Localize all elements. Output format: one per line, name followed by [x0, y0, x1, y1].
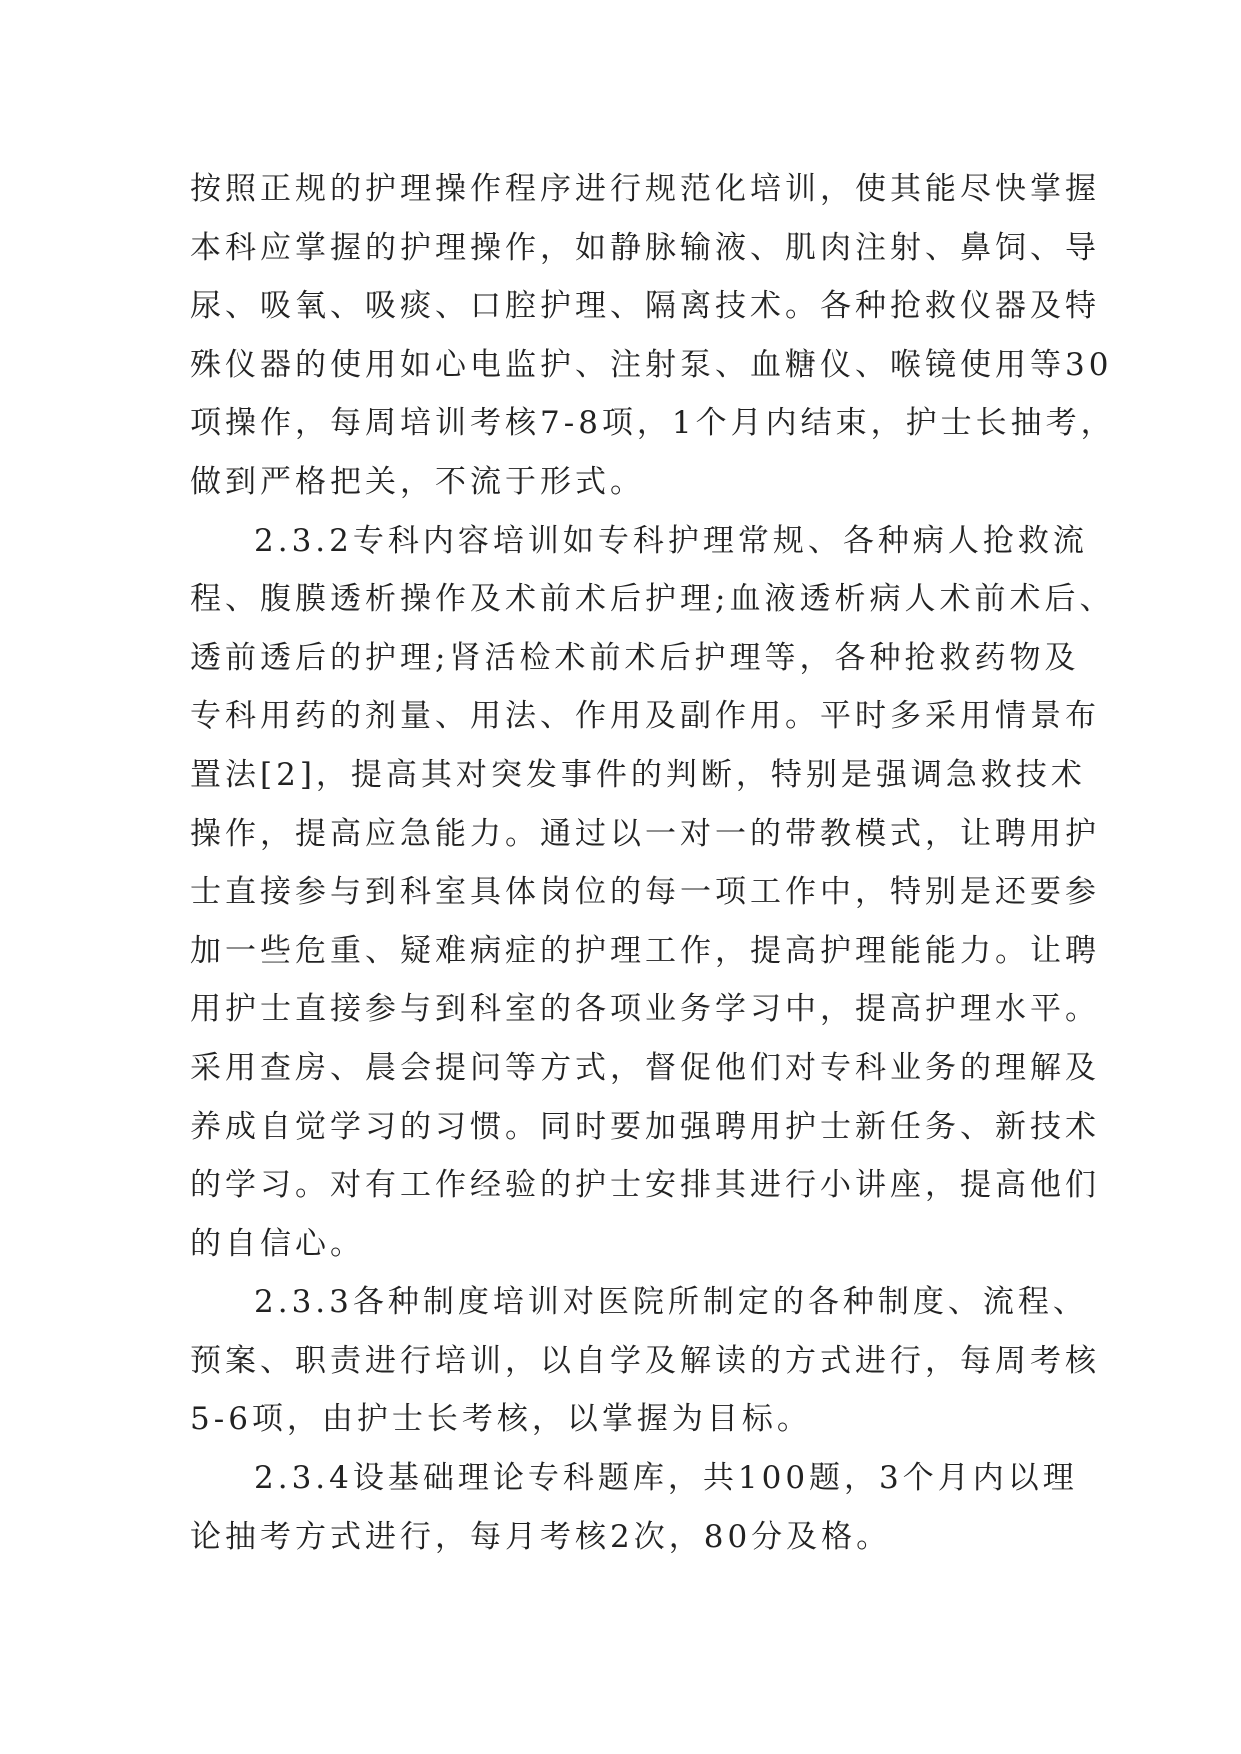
text-line: 项操作，每周培训考核7-8项，1个月内结束，护士长抽考，: [190, 405, 1116, 442]
text-line: 2.3.3各种制度培训对医院所制定的各种制度、流程、: [254, 1284, 1088, 1321]
text-line: 的自信心。: [190, 1225, 365, 1262]
text-line: 做到严格把关，不流于形式。: [190, 463, 645, 500]
text-line: 本科应掌握的护理操作，如静脉输液、肌肉注射、鼻饲、导: [190, 229, 1100, 266]
paragraph-1: [190, 160, 1116, 512]
text-line: 殊仪器的使用如心电监护、注射泵、血糖仪、喉镜使用等30: [190, 346, 1113, 383]
text-line: 用护士直接参与到科室的各项业务学习中，提高护理水平。: [190, 991, 1100, 1028]
text-line: 按照正规的护理操作程序进行规范化培训，使其能尽快掌握: [190, 171, 1100, 207]
text-line: 专科用药的剂量、用法、作用及副作用。平时多采用情景布: [190, 698, 1100, 735]
text-line: 2.3.2专科内容培训如专科护理常规、各种病人抢救流: [254, 522, 1088, 559]
text-line: 置法[2]，提高其对突发事件的判断，特别是强调急救技术: [190, 756, 1086, 793]
text-line: 尿、吸氧、吸痰、口腔护理、隔离技术。各种抢救仪器及特: [190, 288, 1100, 325]
text-line: 的学习。对有工作经验的护士安排其进行小讲座，提高他们: [190, 1167, 1100, 1204]
paragraph-2-3-3: [190, 1273, 1100, 1449]
text-line: 论抽考方式进行，每月考核2次，80分及格。: [190, 1518, 892, 1555]
text-line: 程、腹膜透析操作及术前术后护理;血液透析病人术前术后、: [190, 581, 1115, 618]
text-line: 操作，提高应急能力。通过以一对一的带教模式，让聘用护: [190, 815, 1100, 852]
text-line: 采用查房、晨会提问等方式，督促他们对专科业务的理解及: [190, 1049, 1100, 1086]
text-line: 2.3.4设基础理论专科题库，共100题，3个月内以理: [254, 1460, 1078, 1497]
paragraph-2-3-4: [190, 1449, 1078, 1566]
text-line: 预案、职责进行培训，以自学及解读的方式进行，每周考核: [190, 1342, 1100, 1379]
text-line: 加一些危重、疑难病症的护理工作，提高护理能能力。让聘: [190, 932, 1100, 969]
body-text: [190, 160, 1116, 1566]
text-line: 养成自觉学习的习惯。同时要加强聘用护士新任务、新技术: [190, 1108, 1100, 1145]
text-line: 5-6项，由护士长考核，以掌握为目标。: [190, 1401, 812, 1438]
text-line: 透前透后的护理;肾活检术前术后护理等，各种抢救药物及: [190, 639, 1080, 676]
text-line: 士直接参与到科室具体岗位的每一项工作中，特别是还要参: [190, 874, 1100, 911]
paragraph-2-3-2: [190, 512, 1115, 1274]
